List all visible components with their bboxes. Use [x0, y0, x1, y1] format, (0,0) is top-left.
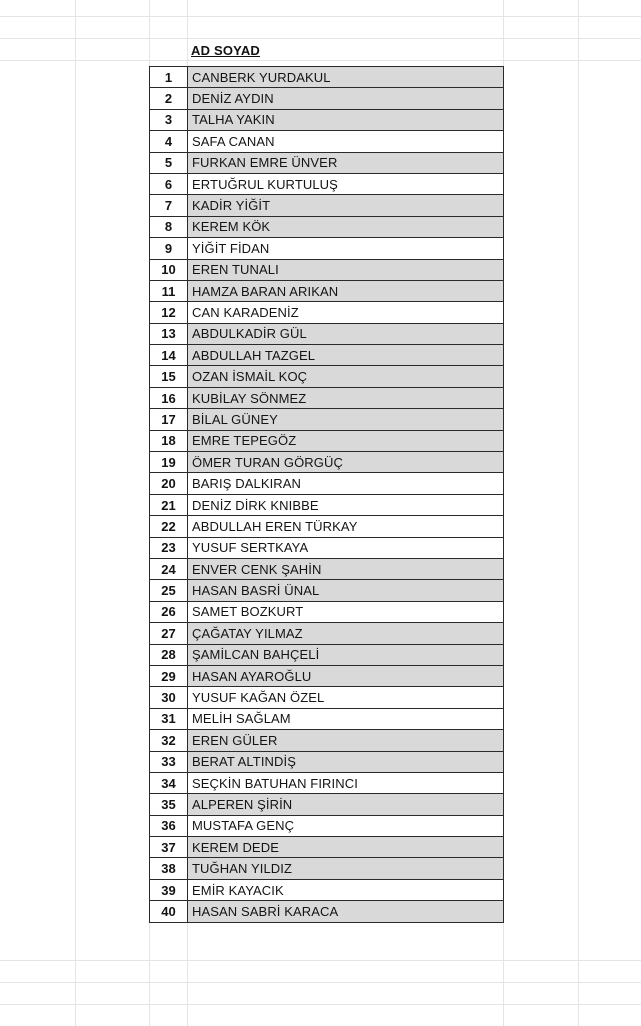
row-number-cell[interactable]: 32	[150, 730, 188, 751]
row-number-cell[interactable]: 36	[150, 815, 188, 836]
name-cell[interactable]: BERAT ALTINDİŞ	[188, 751, 504, 772]
table-row	[150, 216, 504, 237]
table-row	[150, 879, 504, 900]
name-cell[interactable]: ALPEREN ŞİRİN	[188, 794, 504, 815]
name-cell[interactable]: CANBERK YURDAKUL	[188, 67, 504, 88]
name-cell[interactable]: MELİH SAĞLAM	[188, 708, 504, 729]
table-row	[150, 88, 504, 109]
table-row	[150, 173, 504, 194]
table-row	[150, 708, 504, 729]
table-row	[150, 473, 504, 494]
row-number-cell[interactable]: 26	[150, 601, 188, 622]
table-row	[150, 67, 504, 88]
row-number-cell[interactable]: 35	[150, 794, 188, 815]
row-number-cell[interactable]: 7	[150, 195, 188, 216]
name-cell[interactable]: ABDULKADİR GÜL	[188, 323, 504, 344]
table-row	[150, 131, 504, 152]
table-row	[150, 259, 504, 280]
row-number-cell[interactable]: 40	[150, 901, 188, 922]
row-number-cell[interactable]: 2	[150, 88, 188, 109]
row-number-cell[interactable]: 5	[150, 152, 188, 173]
name-cell[interactable]: ŞAMİLCAN BAHÇELİ	[188, 644, 504, 665]
row-number-cell[interactable]: 22	[150, 516, 188, 537]
table-row	[150, 815, 504, 836]
name-cell[interactable]: KEREM DEDE	[188, 837, 504, 858]
table-row	[150, 601, 504, 622]
row-number-cell[interactable]: 8	[150, 216, 188, 237]
name-cell[interactable]: EMRE TEPEGÖZ	[188, 430, 504, 451]
row-number-cell[interactable]: 19	[150, 452, 188, 473]
name-cell[interactable]: SAMET BOZKURT	[188, 601, 504, 622]
table-row	[150, 494, 504, 515]
table-row	[150, 302, 504, 323]
row-number-cell[interactable]: 10	[150, 259, 188, 280]
table-row	[150, 109, 504, 130]
table-row	[150, 516, 504, 537]
row-number-cell[interactable]: 11	[150, 280, 188, 301]
table-row	[150, 430, 504, 451]
name-cell[interactable]: DENİZ DİRK KNIBBE	[188, 494, 504, 515]
name-cell[interactable]: HASAN AYAROĞLU	[188, 665, 504, 686]
name-cell[interactable]: YİĞİT FİDAN	[188, 238, 504, 259]
row-number-cell[interactable]: 6	[150, 173, 188, 194]
row-number-cell[interactable]: 18	[150, 430, 188, 451]
row-number-cell[interactable]: 17	[150, 409, 188, 430]
table-row	[150, 665, 504, 686]
name-cell[interactable]: HASAN SABRİ KARACA	[188, 901, 504, 922]
name-cell[interactable]: ÖMER TURAN GÖRGÜÇ	[188, 452, 504, 473]
table-row	[150, 730, 504, 751]
table-row	[150, 623, 504, 644]
name-cell[interactable]: MUSTAFA GENÇ	[188, 815, 504, 836]
column-header-ad-soyad[interactable]: AD SOYAD	[191, 43, 261, 58]
row-number-cell[interactable]: 34	[150, 772, 188, 793]
row-number-cell[interactable]: 28	[150, 644, 188, 665]
row-number-cell[interactable]: 20	[150, 473, 188, 494]
row-number-cell[interactable]: 21	[150, 494, 188, 515]
row-number-cell[interactable]: 23	[150, 537, 188, 558]
table-row	[150, 858, 504, 879]
row-number-cell[interactable]: 16	[150, 387, 188, 408]
row-number-cell[interactable]: 25	[150, 580, 188, 601]
table-row	[150, 409, 504, 430]
name-cell[interactable]: HASAN BASRİ ÜNAL	[188, 580, 504, 601]
table-row	[150, 238, 504, 259]
name-cell[interactable]: CAN KARADENİZ	[188, 302, 504, 323]
name-cell[interactable]: BİLAL GÜNEY	[188, 409, 504, 430]
name-cell[interactable]: EMİR KAYACIK	[188, 879, 504, 900]
table-row	[150, 901, 504, 922]
table-row	[150, 687, 504, 708]
table-row	[150, 195, 504, 216]
table-row	[150, 537, 504, 558]
name-cell[interactable]: BARIŞ DALKIRAN	[188, 473, 504, 494]
table-row	[150, 152, 504, 173]
table-row	[150, 558, 504, 579]
row-number-cell[interactable]: 15	[150, 366, 188, 387]
name-list-table	[149, 66, 504, 923]
name-cell[interactable]: KEREM KÖK	[188, 216, 504, 237]
name-cell[interactable]: TALHA YAKIN	[188, 109, 504, 130]
name-cell[interactable]: EREN GÜLER	[188, 730, 504, 751]
name-cell[interactable]: EREN TUNALI	[188, 259, 504, 280]
row-number-cell[interactable]: 33	[150, 751, 188, 772]
row-number-cell[interactable]: 29	[150, 665, 188, 686]
row-number-cell[interactable]: 27	[150, 623, 188, 644]
name-cell[interactable]: ABDULLAH EREN TÜRKAY	[188, 516, 504, 537]
name-cell[interactable]: KADİR YİĞİT	[188, 195, 504, 216]
table-row	[150, 345, 504, 366]
row-number-cell[interactable]: 1	[150, 67, 188, 88]
table-row	[150, 794, 504, 815]
name-cell[interactable]: FURKAN EMRE ÜNVER	[188, 152, 504, 173]
table-row	[150, 366, 504, 387]
name-cell[interactable]: KUBİLAY SÖNMEZ	[188, 387, 504, 408]
row-number-cell[interactable]: 14	[150, 345, 188, 366]
name-cell[interactable]: ÇAĞATAY YILMAZ	[188, 623, 504, 644]
row-number-cell[interactable]: 30	[150, 687, 188, 708]
name-cell[interactable]: YUSUF SERTKAYA	[188, 537, 504, 558]
table-row	[150, 751, 504, 772]
table-row	[150, 580, 504, 601]
name-cell[interactable]: OZAN İSMAİL KOÇ	[188, 366, 504, 387]
table-row	[150, 837, 504, 858]
row-number-cell[interactable]: 38	[150, 858, 188, 879]
row-number-cell[interactable]: 13	[150, 323, 188, 344]
row-number-cell[interactable]: 4	[150, 131, 188, 152]
name-cell[interactable]: YUSUF KAĞAN ÖZEL	[188, 687, 504, 708]
table-row	[150, 323, 504, 344]
name-cell[interactable]: SEÇKİN BATUHAN FIRINCI	[188, 772, 504, 793]
table-row	[150, 644, 504, 665]
name-cell[interactable]: SAFA CANAN	[188, 131, 504, 152]
row-number-cell[interactable]: 37	[150, 837, 188, 858]
name-cell[interactable]: ENVER CENK ŞAHİN	[188, 558, 504, 579]
row-number-cell[interactable]: 9	[150, 238, 188, 259]
table-row	[150, 280, 504, 301]
row-number-cell[interactable]: 31	[150, 708, 188, 729]
name-cell[interactable]: HAMZA BARAN ARIKAN	[188, 280, 504, 301]
row-number-cell[interactable]: 39	[150, 879, 188, 900]
row-number-cell[interactable]: 12	[150, 302, 188, 323]
table-row	[150, 772, 504, 793]
name-cell[interactable]: ERTUĞRUL KURTULUŞ	[188, 173, 504, 194]
name-cell[interactable]: ABDULLAH TAZGEL	[188, 345, 504, 366]
row-number-cell[interactable]: 3	[150, 109, 188, 130]
table-row	[150, 452, 504, 473]
name-cell[interactable]: TUĞHAN YILDIZ	[188, 858, 504, 879]
row-number-cell[interactable]: 24	[150, 558, 188, 579]
name-cell[interactable]: DENİZ AYDIN	[188, 88, 504, 109]
table-row	[150, 387, 504, 408]
